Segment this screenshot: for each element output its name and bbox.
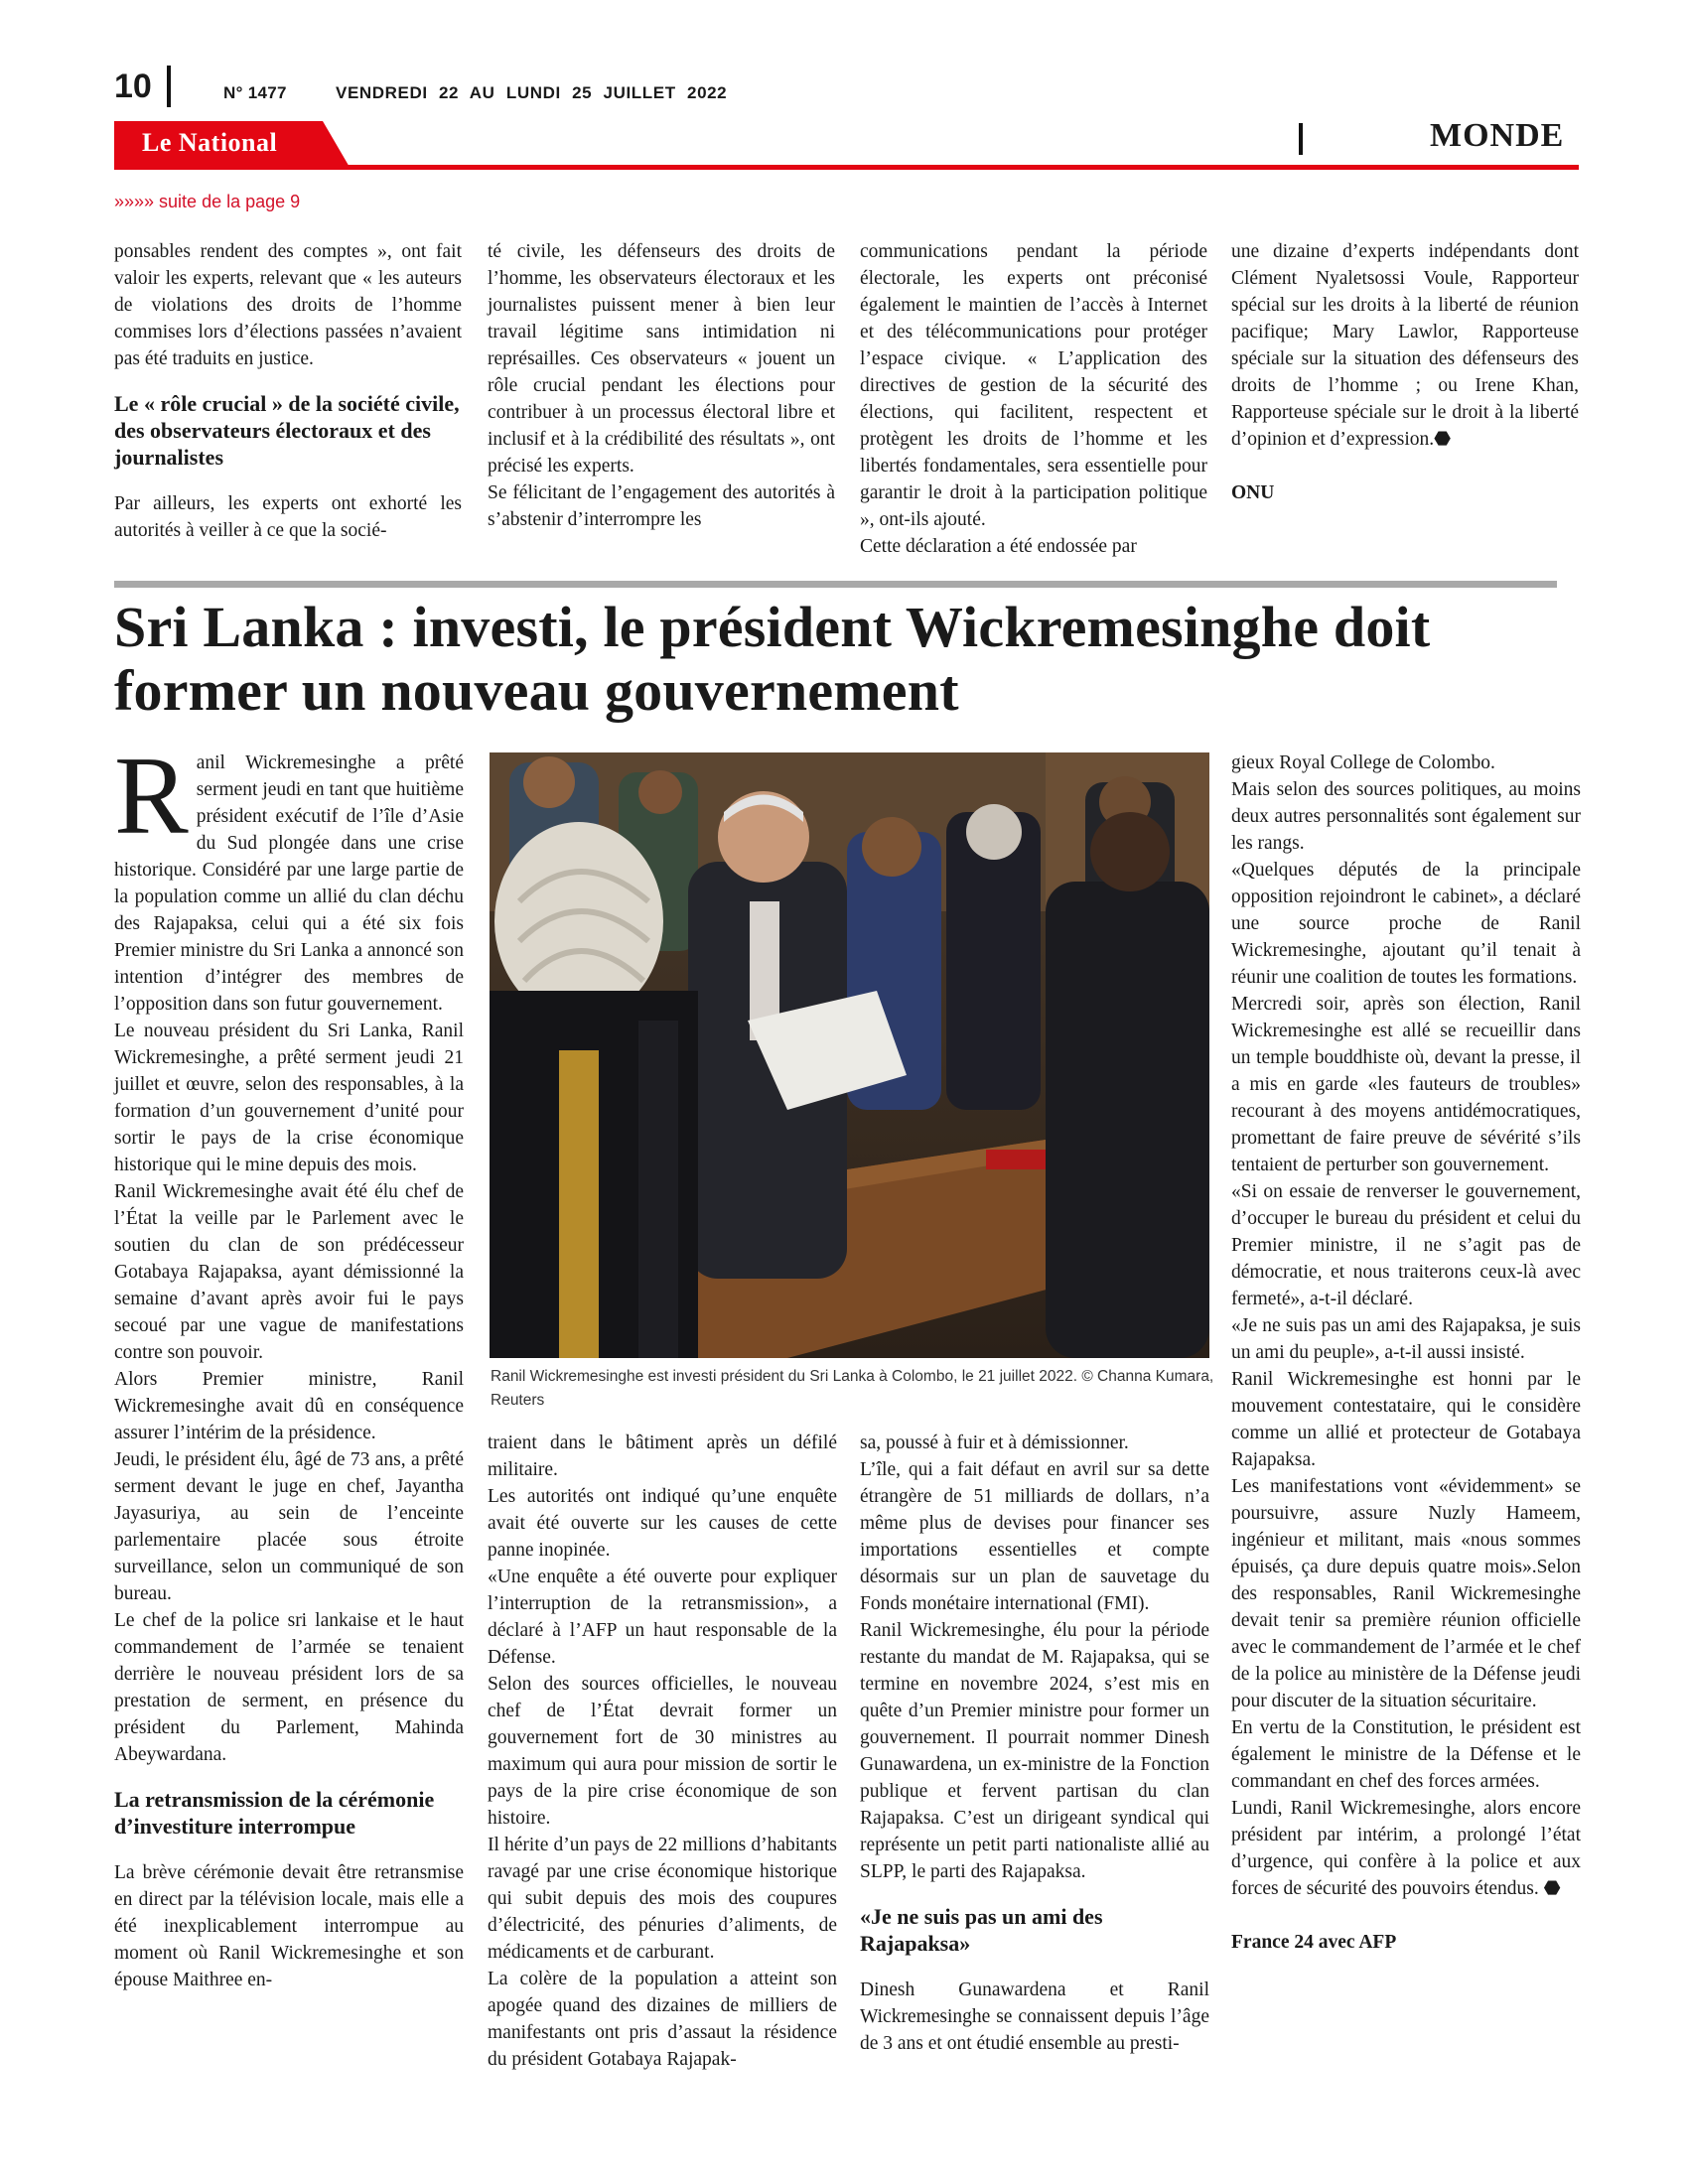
paragraph: sa, poussé à fuir et à démissionner.	[860, 1433, 1129, 1453]
paragraph: ponsables rendent des comptes », ont fait valoir les experts, relevant que « les auteurs de violations des droits de l’homme commises lors d’élections passées n’avaient pas été traduits en justice.	[114, 241, 462, 369]
paragraph: La brève cérémonie devait être retransmise en direct par la télévision locale, mais elle a été inexplicablement interrompue au moment où Ranil Wickremesinghe et son épouse Maithree en-	[114, 1862, 464, 1990]
top-article-column-4	[1231, 238, 1579, 506]
paragraph: En vertu de la Constitution, le président est également le ministre de la Défense et le commandant en chef des forces armées.	[1231, 1717, 1581, 1792]
section-title: MONDE	[1430, 117, 1565, 154]
subheading: La retransmission de la cérémonie d’investiture interrompue	[114, 1787, 435, 1839]
main-column-3	[860, 1430, 1209, 2057]
top-article-column-2	[488, 238, 835, 533]
paragraph: Par ailleurs, les experts ont exhorté les autorités à veiller à ce que la socié-	[114, 493, 462, 541]
paragraph: Se félicitant de l’engagement des autorités à s’abstenir d’interrompre les	[488, 482, 835, 530]
section-divider	[1299, 123, 1303, 155]
article-separator	[114, 581, 1557, 588]
page-number-divider	[167, 66, 171, 107]
paragraph: «Quelques députés de la principale opposition rejoindront le cabinet», a déclaré une source proche de Ranil Wickremesinghe, ajoutant qu’il tenait à réunir une coalition de toutes les formations.	[1231, 860, 1581, 988]
main-column-1	[114, 735, 464, 1993]
paragraph: une dizaine d’experts indépendants dont Clément Nyaletsossi Voule, Rapporteur spécial sur les droits à la liberté de réunion pacifique; Mary Lawlor, Rapporteuse spéciale sur la situation des défenseurs des droits de l’homme ; ou Irene Khan, Rapporteuse spéciale sur le droit à la liberté d’opinion et d’expression.⬣	[1231, 241, 1579, 450]
page-number: 10	[114, 68, 152, 105]
paragraph: Selon des sources officielles, le nouveau chef de l’État devrait former un gouvernement fort de 30 ministres au maximum qui aura pour mission de sortir le pays de la pire crise économique de son histoire.	[488, 1674, 837, 1829]
paragraph: Ranil Wickremesinghe est honni par le mouvement contestataire, qui le considère comme un allié et protecteur de Gotabaya Rajapaksa.	[1231, 1369, 1581, 1470]
paragraph: Le chef de la police sri lankaise et le haut commandement de l’armée se tenaient derrière le nouveau président lors de sa prestation de serment, en présence du président du Parlement, Mahinda Abeywardana.	[114, 1610, 464, 1765]
paragraph: Mais selon des sources politiques, au moins deux autres personnalités sont également sur les rangs.	[1231, 779, 1581, 854]
paragraph: Dinesh Gunawardena et Ranil Wickremesinghe se connaissent depuis l’âge de 3 ans et ont étudié ensemble au presti-	[860, 1979, 1209, 2054]
drop-cap: R	[114, 735, 189, 858]
top-article-column-3	[860, 238, 1207, 560]
paragraph: Cette déclaration a été endossée par	[860, 536, 1137, 557]
paragraph: Ranil Wickremesinghe a prêté serment jeudi en tant que huitième président exécutif de l’île d’Asie du Sud plongée dans une crise historique. Considéré par une large partie de la population comme un allié du clan déchu des Rajapaksa, celui qui a été six fois Premier ministre du Sri Lanka a annoncé son intention d’intégrer des membres de l’opposition dans son futur gouvernement.	[114, 735, 464, 1015]
paragraph: La colère de la population a atteint son apogée quand des dizaines de milliers de manifestants ont pris d’assaut la résidence du président Gotabaya Rajapak-	[488, 1969, 837, 2070]
photo-caption: Ranil Wickremesinghe est investi président du Sri Lanka à Colombo, le 21 juillet 2022. © Channa Kumara, Reuters	[491, 1368, 1214, 1409]
issue-number: N° 1477	[223, 83, 287, 102]
issue-date: VENDREDI 22 AU LUNDI 25 JUILLET 2022	[336, 83, 728, 102]
end-mark-icon: ⬣	[1434, 429, 1452, 450]
paragraph: L’île, qui a fait défaut en avril sur sa dette étrangère de 51 milliards de dollars, n’a même plus de devises pour financer ses importations essentielles et compte désormais sur un plan de sauvetage du Fonds monétaire international (FMI).	[860, 1459, 1209, 1614]
article-source: France 24 avec AFP	[1231, 1932, 1397, 1953]
subheading: Le « rôle crucial » de la société civile, des observateurs électoraux et des journalistes	[114, 391, 460, 470]
paragraph: Les manifestations vont «évidemment» se poursuivre, assure Nuzly Hameem, ingénieur et militant, mais «nous sommes épuisés, ça dure depuis quatre mois».Selon des responsables, Ranil Wickremesinghe devait tenir sa première réunion officielle avec le commandement de l’armée et le chef de la police au ministère de la Défense jeudi pour discuter de la situation sécuritaire.	[1231, 1476, 1581, 1711]
paragraph: Lundi, Ranil Wickremesinghe, alors encore président par intérim, a prolongé l’état d’urgence, qui confère à la police et aux forces de sécurité des pouvoirs étendus. ⬣	[1231, 1798, 1581, 1899]
paragraph: Il hérite d’un pays de 22 millions d’habitants ravagé par une crise économique historique qui subit depuis des mois des coupures d’électricité, des pénuries d’aliments, de médicaments et de carburant.	[488, 1835, 837, 1963]
main-column-2	[488, 1430, 837, 2073]
paragraph: té civile, les défenseurs des droits de l’homme, les observateurs électoraux et les journalistes puissent mener à bien leur travail légitime sans intimidation ni représailles. Ces observateurs « jouent un rôle crucial pendant les élections pour contribuer à un processus électoral libre et inclusif et à la crédibilité des résultats », ont précisé les experts.	[488, 241, 835, 477]
header-red-rule	[114, 165, 1579, 170]
continued-from-link[interactable]: »»»» suite de la page 9	[114, 192, 301, 211]
top-article-column-1	[114, 238, 462, 544]
paragraph: «Si on essaie de renverser le gouvernement, d’occuper le bureau du président et celui du Premier ministre, il ne s’agit pas de démocratie, et nous traiterons ceux-là avec fermeté», a-t-il déclaré.	[1231, 1181, 1581, 1309]
paragraph: communications pendant la période électorale, les experts ont préconisé également le maintien de l’accès à Internet et des télécommunications pour protéger l’espace civique. « L’application des directives de gestion de la sécurité des élections, qui facilitent, respectent et protègent les droits de l’homme et les libertés fondamentales, sera essentielle pour garantir le droit à la participation politique », ont-ils ajouté.	[860, 241, 1207, 530]
article-photo	[490, 752, 1209, 1358]
paragraph: Jeudi, le président élu, âgé de 73 ans, a prêté serment devant le juge en chef, Jayantha Jayasuriya, au sein de l’enceinte parlementaire placée sous étroite surveillance, selon un communiqué de son bureau.	[114, 1449, 464, 1604]
article-source: ONU	[1231, 482, 1275, 503]
paragraph: Ranil Wickremesinghe, élu pour la période restante du mandat de M. Rajapaksa, qui se termine en novembre 2024, s’est mis en quête d’un Premier ministre pour former un gouvernement. Il pourrait nommer Dinesh Gunawardena, un ex-ministre de la Fonction publique et fervent partisan du clan Rajapaksa. C’est un dirigeant syndical qui représente un petit parti nationaliste allié au SLPP, le parti des Rajapaksa.	[860, 1620, 1209, 1882]
paragraph: Les autorités ont indiqué qu’une enquête avait été ouverte sur les causes de cette panne inopinée.	[488, 1486, 837, 1561]
paragraph: «Une enquête a été ouverte pour expliquer l’interruption de la retransmission», a déclaré à l’AFP un haut responsable de la Défense.	[488, 1567, 837, 1668]
paragraph: «Je ne suis pas un ami des Rajapaksa, je suis un ami du peuple», a-t-il aussi insisté.	[1231, 1315, 1581, 1363]
paragraph: Ranil Wickremesinghe avait été élu chef de l’État la veille par le Parlement avec le soutien du clan de son prédécesseur Gotabaya Rajapaksa, ayant démissionné la semaine d’avant après avoir fui le pays secoué par une vague de manifestations contre son pouvoir.	[114, 1181, 464, 1363]
subheading: «Je ne suis pas un ami des Rajapaksa»	[860, 1904, 1103, 1956]
paragraph: gieux Royal College de Colombo.	[1231, 752, 1495, 773]
paragraph: Alors Premier ministre, Ranil Wickremesinghe avait dû en conséquence assurer l’intérim de la présidence.	[114, 1369, 464, 1443]
paragraph: Le nouveau président du Sri Lanka, Ranil Wickremesinghe, a prêté serment jeudi 21 juillet et œuvre, selon des responsables, à la formation d’un gouvernement d’unité pour sortir le pays de la crise économique historique qui le mine depuis des mois.	[114, 1021, 464, 1175]
newspaper-logo: Le National	[142, 128, 278, 157]
paragraph: traient dans le bâtiment après un défilé militaire.	[488, 1433, 837, 1480]
end-mark-icon: ⬣	[1543, 1878, 1561, 1899]
main-headline: Sri Lanka : investi, le président Wickremesinghe doit former un nouveau gouvernement	[114, 595, 1431, 723]
main-column-4	[1231, 750, 1581, 1956]
paragraph: Mercredi soir, après son élection, Ranil Wickremesinghe est allé se recueillir dans un temple bouddhiste où, devant la presse, il a mis en garde «les fauteurs de troubles» recourant à des moyens antidémocratiques, promettant de faire preuve de sévérité s’ils tentaient de perturber son gouvernement.	[1231, 994, 1581, 1175]
